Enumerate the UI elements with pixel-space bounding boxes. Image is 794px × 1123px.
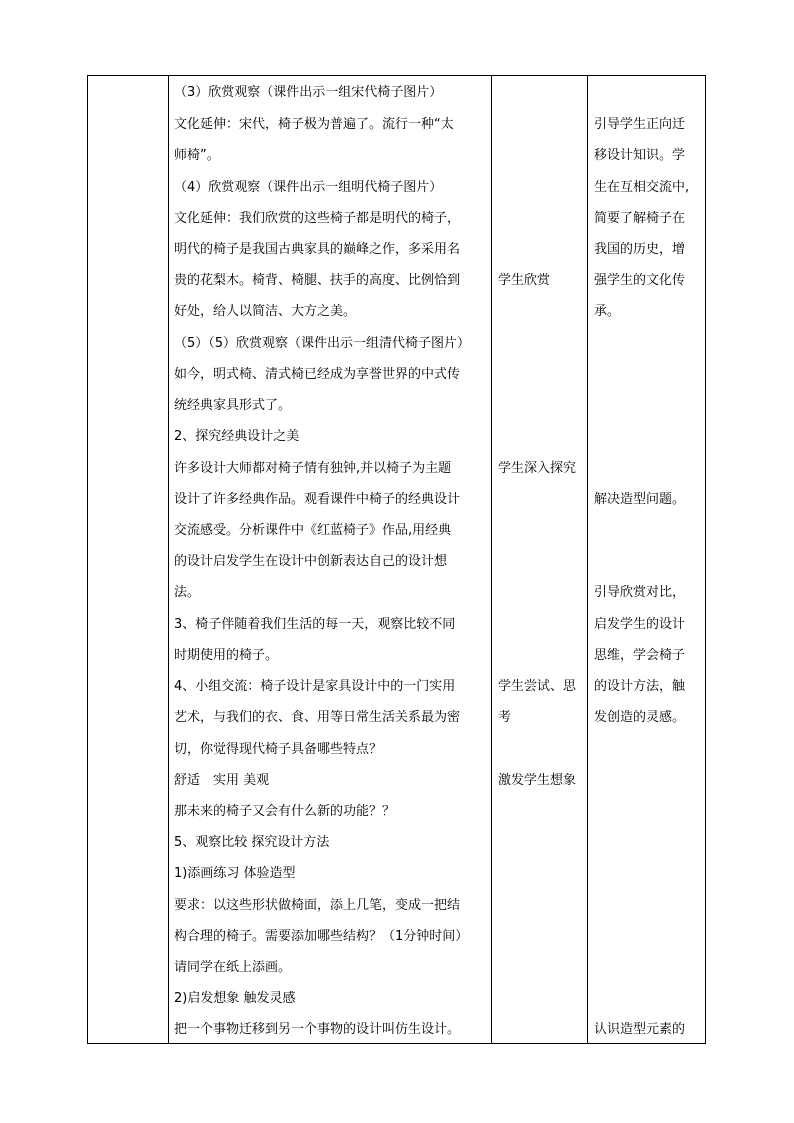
text-line: 如今，明式椅、清式椅已经成为享誉世界的中式传 — [174, 367, 461, 382]
text-line: 把一个事物迁移到另一个事物的设计叫仿生设计。 — [174, 1022, 461, 1037]
text-line: 文化延伸：宋代，椅子极为普遍了。流行一种“太 — [174, 117, 454, 132]
teaching-process-cell — [169, 76, 492, 1044]
text-line: 的设计方法，触 — [594, 679, 686, 694]
design-intent-cell — [588, 76, 706, 1044]
text-line: 学生欣赏 — [498, 273, 551, 288]
text-line: 2)启发想象 触发灵感 — [174, 991, 296, 1006]
text-line: 文化延伸：我们欣赏的这些椅子都是明代的椅子， — [174, 211, 461, 226]
text-line: 艺术，与我们的衣、食、用等日常生活关系最为密 — [174, 710, 461, 725]
text-line: 引导学生正向迁 — [594, 117, 686, 132]
left-blank-cell — [88, 76, 169, 1044]
text-line: 要求：以这些形状做椅面，添上几笔，变成一把结 — [174, 898, 461, 913]
text-line: 解决造型问题。 — [594, 492, 686, 507]
table-row — [88, 76, 706, 1044]
text-line: 引导欣赏对比， — [594, 585, 686, 600]
text-line: 启发学生的设计 — [594, 617, 686, 632]
text-line: 学生深入探究 — [498, 461, 577, 476]
text-line: 强学生的文化传 — [594, 273, 686, 288]
text-line: 师椅”。 — [174, 148, 220, 163]
text-line: 承。 — [594, 304, 621, 319]
text-line: 构合理的椅子。需要添加哪些结构？（1分钟时间） — [174, 929, 469, 944]
text-line: 贵的花梨木。椅背、椅腿、扶手的高度、比例恰到 — [174, 273, 461, 288]
text-line: 舒适 实用 美观 — [174, 773, 270, 788]
text-line: 2、探究经典设计之美 — [174, 429, 300, 444]
text-line: 法。 — [174, 585, 201, 600]
text-line: 交流感受。分析课件中《红蓝椅子》作品,用经典 — [174, 523, 452, 538]
text-line: （3）欣赏观察（课件出示一组宋代椅子图片） — [174, 85, 443, 100]
text-line: 好处，给人以简洁、大方之美。 — [174, 304, 357, 319]
text-line: 3、椅子伴随着我们生活的每一天，观察比较不同 — [174, 617, 456, 632]
text-line: 的设计启发学生在设计中创新表达自己的设计想 — [174, 554, 448, 569]
text-line: 生在互相交流中, — [594, 180, 690, 195]
lesson-plan-table — [87, 75, 706, 1044]
student-activity-cell — [492, 76, 588, 1044]
text-line: 那未来的椅子又会有什么新的功能？？ — [174, 804, 396, 819]
text-line: 我国的历史，增 — [594, 242, 686, 257]
text-line: 学生尝试、思 — [498, 679, 577, 694]
text-line: 请同学在纸上添画。 — [174, 960, 292, 975]
text-line: 认识造型元素的 — [594, 1022, 686, 1037]
text-line: 5、观察比较 探究设计方法 — [174, 835, 330, 850]
text-line: 切，你觉得现代椅子具备哪些特点？ — [174, 742, 383, 757]
text-line: 激发学生想象 — [498, 773, 577, 788]
text-line: 统经典家具形式了。 — [174, 398, 292, 413]
text-line: 简要了解椅子在 — [594, 211, 686, 226]
text-line: 4、小组交流：椅子设计是家具设计中的一门实用 — [174, 679, 456, 694]
text-line: （4）欣赏观察（课件出示一组明代椅子图片） — [174, 180, 443, 195]
text-line: 移设计知识。学 — [594, 148, 686, 163]
text-line: 许多设计大师都对椅子情有独钟,并以椅子为主题 — [174, 461, 452, 476]
text-line: 思维，学会椅子 — [594, 648, 686, 663]
text-line: （5）（5）欣赏观察（课件出示一组清代椅子图片） — [174, 336, 471, 351]
text-line: 时期使用的椅子。 — [174, 648, 279, 663]
text-line: 考 — [498, 710, 512, 725]
text-line: 发创造的灵感。 — [594, 710, 686, 725]
text-line: 1)添画练习 体验造型 — [174, 866, 296, 881]
text-line: 设计了许多经典作品。观看课件中椅子的经典设计 — [174, 492, 461, 507]
text-line: 明代的椅子是我国古典家具的巅峰之作，多采用名 — [174, 242, 461, 257]
